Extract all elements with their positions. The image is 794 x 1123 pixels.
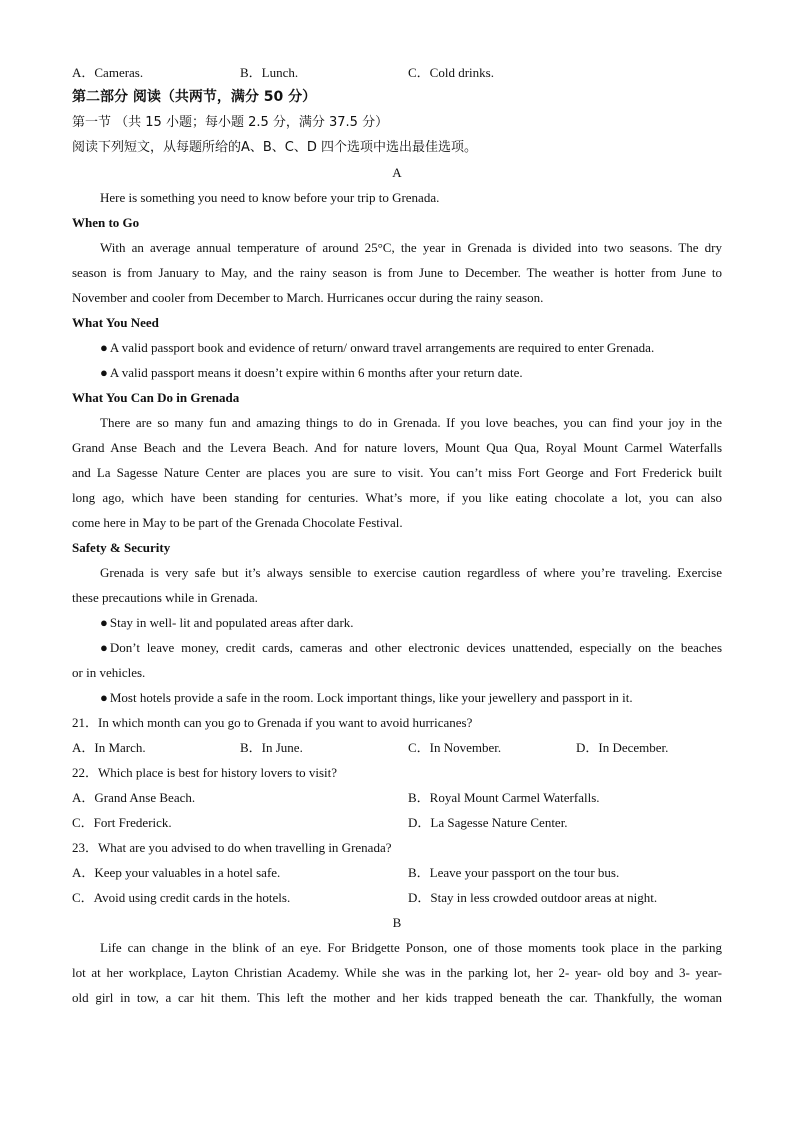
question-23-options-row2 [72,885,722,910]
question-23-options-row1 [72,860,722,885]
bullet-icon: ● [100,690,108,705]
passage-a-intro: Here is something you need to know before your trip to Grenada. [100,190,440,205]
safety-item [72,610,722,635]
do-line: long ago, which have been standing for centuries. What’s more, if you like eating chocolate a lot, you can also [72,490,722,505]
question-21-stem: 21．In which month can you go to Grenada if you want to avoid hurricanes? [72,715,473,730]
option-a: A．Keep your valuables in a hotel safe. [72,865,281,880]
safety-line: these precautions while in Grenada. [72,590,258,605]
question-23-stem: 23．What are you advised to do when travelling in Grenada? [72,840,392,855]
option-b: B．Leave your passport on the tour bus. [408,865,620,880]
heading-what-you-need: What You Need [72,315,159,330]
when-line: With an average annual temperature of around 25°C, the year in Grenada is divided into two seasons. The dry [100,240,722,255]
do-line: There are so many fun and amazing things to do in Grenada. If you love beaches, you can find your joy in the [100,415,722,430]
section1-title: 第一节 （共 15 小题；每小题 2.5 分，满分 37.5 分） [72,115,389,130]
do-line: and La Sagesse Nature Center are places you are sure to visit. You can’t miss Fort George and Fort Frederick built [72,465,722,480]
heading-what-you-can-do: What You Can Do in Grenada [72,390,240,405]
option-a: A．Cameras. [72,65,144,80]
part2-title: 第二部分 阅读（共两节，满分 50 分） [72,89,317,105]
need-item [72,360,722,385]
do-line: Grand Anse Beach and the Levera Beach. And for nature lovers, Mount Qua Qua, Royal Mount Carmel Waterfalls [72,440,722,455]
safety-item [72,635,722,660]
option-d: D．In December. [576,740,669,755]
bullet-icon: ● [100,640,108,655]
safety-item-text: Stay in well- lit and populated areas after dark. [109,615,354,630]
exam-page [72,60,722,1010]
need-item-text: A valid passport means it doesn’t expire within 6 months after your return date. [109,365,523,380]
option-a: A．Grand Anse Beach. [72,790,196,805]
passage-b-line: lot at her workplace, Layton Christian Academy. While she was in the parking lot, her 2- year- old boy and 3- year- [72,965,722,980]
need-item [72,335,722,360]
question-21-options [72,735,722,760]
previous-question-options [72,60,722,85]
need-item-text: A valid passport book and evidence of return/ onward travel arrangements are required to enter Grenada. [109,340,655,355]
bullet-icon: ● [100,615,108,630]
when-line: season is from January to May, and the rainy season is from June to December. The weather is hotter from June to [72,265,722,280]
passage-a-label: A [392,165,402,180]
safety-item-continued: or in vehicles. [72,665,146,680]
passage-b-label: B [392,915,402,930]
option-b: B．Royal Mount Carmel Waterfalls. [408,790,600,805]
option-b: B．Lunch. [240,65,299,80]
heading-safety: Safety & Security [72,540,171,555]
option-b: B．In June. [240,740,303,755]
question-22-stem: 22．Which place is best for history lovers to visit? [72,765,338,780]
option-c: C．In November. [408,740,502,755]
option-c: C．Avoid using credit cards in the hotels. [72,890,291,905]
question-22-options-row1 [72,785,722,810]
option-c: C．Fort Frederick. [72,815,172,830]
safety-item [72,685,722,710]
heading-when-to-go: When to Go [72,215,140,230]
passage-b-line: Life can change in the blink of an eye. For Bridgette Ponson, one of those moments took place in the parking [100,940,722,955]
passage-b-line: old girl in tow, a car hit them. This left the mother and her kids trapped beneath the car. Thankfully, the woman [72,990,722,1005]
when-line: November and cooler from December to March. Hurricanes occur during the rainy season. [72,290,544,305]
bullet-icon: ● [100,340,108,355]
option-c: C．Cold drinks. [408,65,494,80]
option-d: D．Stay in less crowded outdoor areas at night. [408,890,658,905]
do-line: come here in May to be part of the Grenada Chocolate Festival. [72,515,403,530]
option-a: A．In March. [72,740,146,755]
question-22-options-row2 [72,810,722,835]
option-d: D．La Sagesse Nature Center. [408,815,568,830]
safety-item-text: Most hotels provide a safe in the room. Lock important things, like your jewellery and passport in it. [109,690,633,705]
safety-line: Grenada is very safe but it’s always sensible to exercise caution regardless of where you’re traveling. Exercise [100,565,722,580]
bullet-icon: ● [100,365,108,380]
safety-item-text: Don’t leave money, credit cards, cameras and other electronic devices unattended, especially on the beaches [109,640,722,655]
instructions: 阅读下列短文，从每题所给的A、B、C、D 四个选项中选出最佳选项。 [72,140,478,155]
